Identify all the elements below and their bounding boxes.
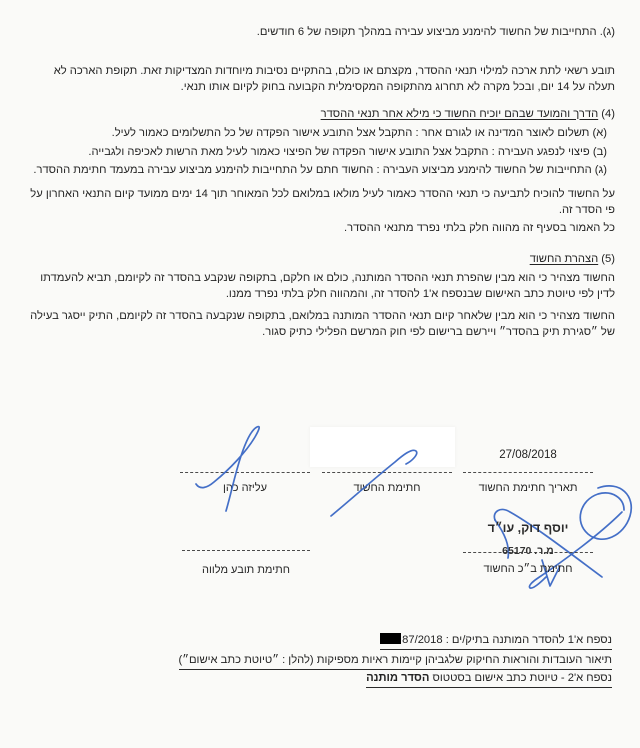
attorney-signature-label: חתימת ב״כ החשוד [483,563,573,575]
section4-item-c: (ג) התחייבות של החשוד להימנע מביצוע העבירה : החשוד חתם על התחייבות להימנע מביצוע עבירה במעמד חתימת ההסדר. [33,164,607,176]
redaction-box [380,633,401,644]
signature-line-date [463,472,593,473]
paragraph-integral: כל האמור בסעיף זה מהווה חלק בלתי נפרד מתנאי ההסדר. [343,221,615,234]
witness-name-label: עליזה כהן [222,482,268,494]
paragraph-proof: על החשוד להוכיח לתביעה כי תנאי ההסדר כאמור לעיל מולאו במלואם לכל המאוחר תוך 14 ימים ממועד קיום התנאי האחרון על פי הסדר זה. [30,187,615,216]
section4-title: הדרך והמועד שבהם יוכיח החשוד כי מילא אחר תנאי ההסדר [320,107,599,120]
paragraph-extension: תובע רשאי לתת ארכה למילוי תנאי ההסדר, מקצתם או כולם, בהתקיים נסיבות מיוחדות המצדיקות זאת. תקופת הארכה לא תעלה על 14 יום, ובכל מקרה לא תחרוג מהתקופה המקסימלית הקבועה בחוק לקיום אותו תנאי. [53,64,615,93]
section4-item-b: (ב) פיצוי לנפגע העבירה : התקבל אצל התובע אישור הפקדה של הפיצוי כאמור לעיל מאת הרשות לאכיפה ולגבייה. [88,145,607,158]
attorney-signature-ink [450,482,640,597]
section5-number: (5) [601,253,615,265]
appendix-line-3-text: נספח א'2 - טיוטת כתב אישום בסטטוס [429,672,612,684]
attorney-stamp-license: מ.ר. 65170 [502,545,554,557]
paragraph-declaration-2: החשוד מצהיר כי הוא מבין שלאחר קיום תנאי ההסדר המותנה במלואם, בתקופה שנקבעה בהסדר זה לקיומם, התיק ייסגר בעילה של ״סגירת תיק בהסדר״ ויירשם ברישום לפי חוק המרשם הפלילי כתיק סגור. [30,309,615,338]
section5-title: הצהרת החשוד [529,253,599,265]
attorney-stamp-name: יוסף דוק, עו״ד [487,521,569,535]
appendix-line-1 [380,633,612,650]
prosecutor-signature-label: חתימת תובע מלווה [202,564,290,576]
appendix-line-3-status: הסדר מותנה [366,672,430,684]
appendix-line-2 [179,653,613,670]
suspect-signature-label: חתימת החשוד [353,482,421,494]
witness-signature-ink [183,420,313,515]
signature-line-prosecutor [182,550,310,551]
section4-item-a: (א) תשלום לאוצר המדינה או לגורם אחר : התקבל אצל התובע אישור הפקדה של כל התשלומים כאמור לעיל. [111,127,607,139]
paragraph-declaration-1: החשוד מצהיר כי הוא מבין שהפרת תנאי ההסדר המותנה, כולם או חלקם, בתקופה שנקבע בהסדר זה לקיומם, תביא להעמדתו לדין לפי טיוטת כתב האישום שבנספח א'1 להסדר זה, והמהווה חלק בלתי נפרד ממנו. [40,271,615,300]
appendix-line-1-text: נספח א'1 להסדר המותנה בתיק/ים : [442,634,612,646]
appendix-line-2-text: תיאור העובדות והוראות החיקוק שלגביהן קיימות ראיות מספיקות (להלן : ״טיוטת כתב אישום״) [179,653,613,670]
appendix-line-3 [366,671,612,688]
appendix-case-number: 87/2018 [402,634,443,646]
signature-date: 27/08/2018 [499,449,557,461]
paragraph-clause-g6: (ג). התחייבות של החשוד להימנע מביצוע עבירה במהלך תקופה של 6 חודשים. [256,26,615,38]
section4-number: (4) [601,107,615,120]
date-signature-label: תאריך חתימת החשוד [478,482,578,494]
suspect-signature-ink [323,438,433,525]
